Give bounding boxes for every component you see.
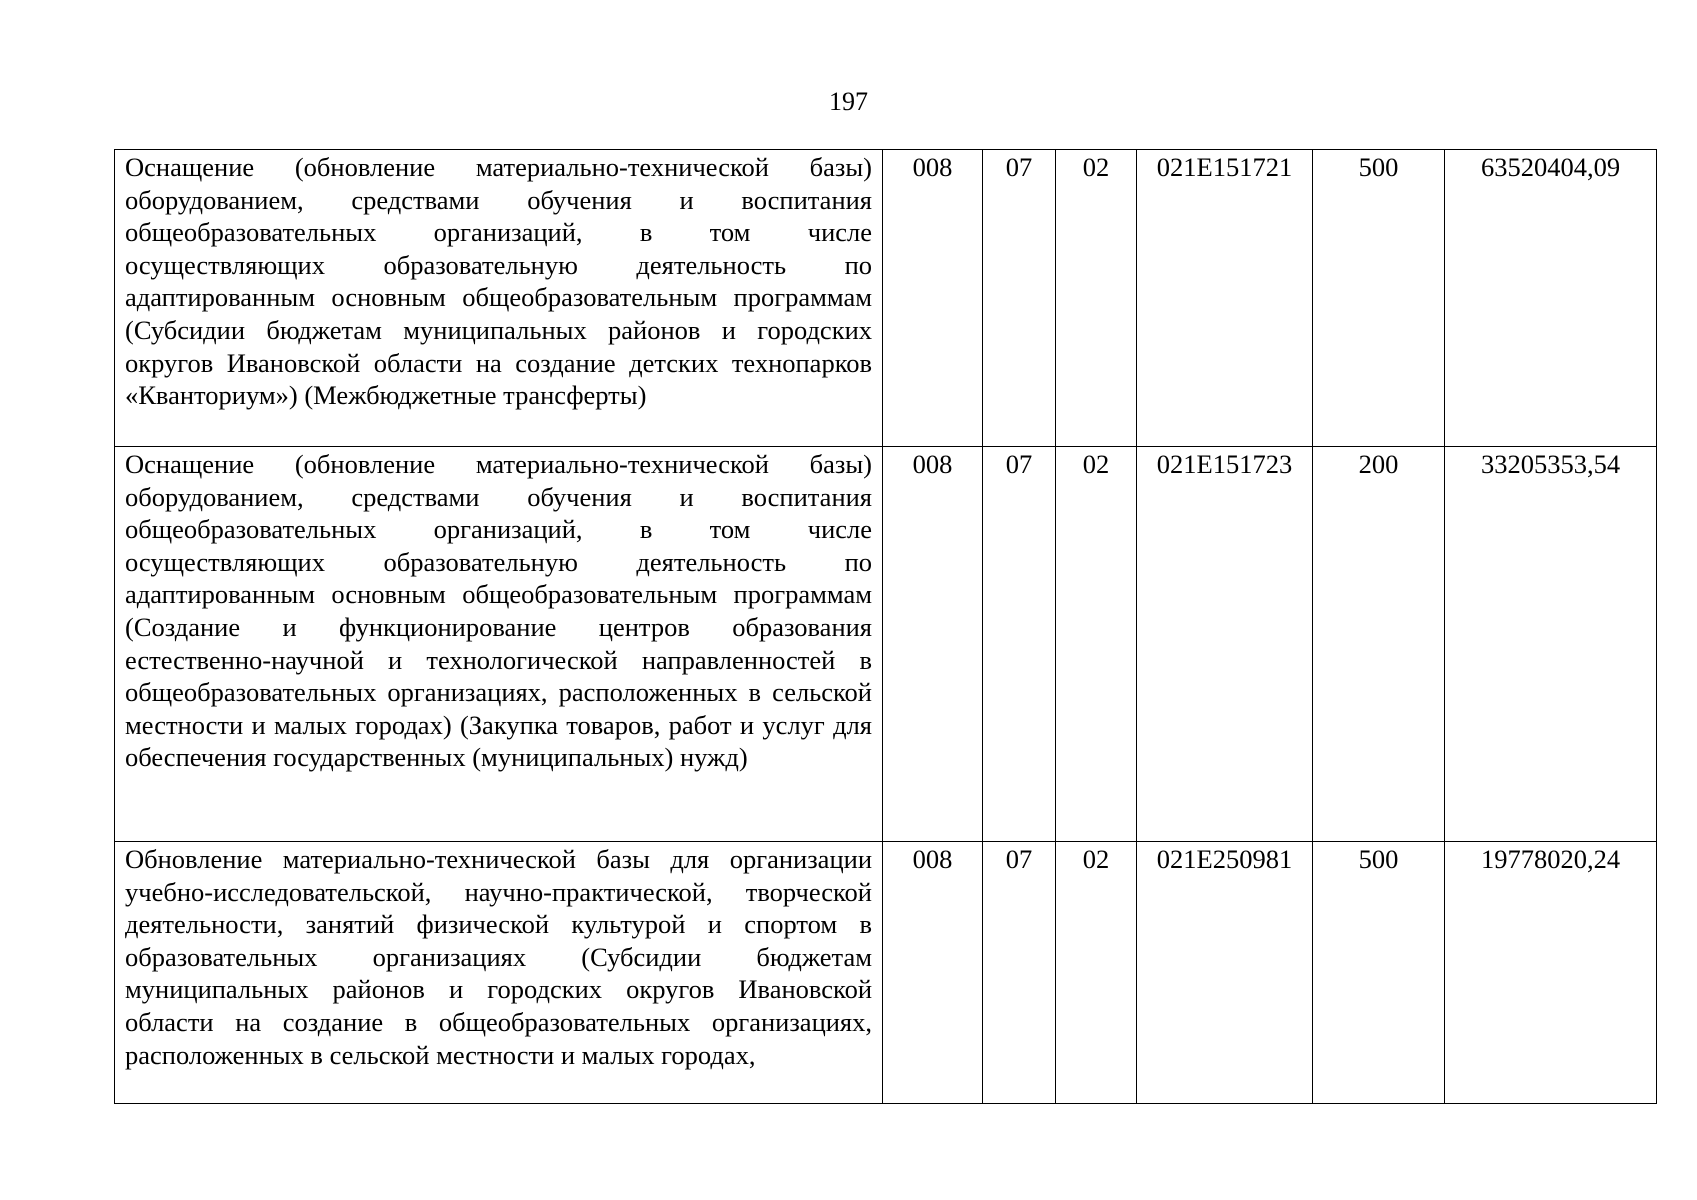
target-article-code: 021Е151723 — [1137, 447, 1313, 842]
ministry-code: 008 — [883, 150, 983, 447]
ministry-code: 008 — [883, 842, 983, 1104]
section-code: 07 — [983, 150, 1056, 447]
page-number: 197 — [829, 87, 868, 116]
target-article-code: 021Е250981 — [1137, 842, 1313, 1104]
target-article-code: 021Е151721 — [1137, 150, 1313, 447]
amount: 19778020,24 — [1445, 842, 1657, 1104]
amount: 33205353,54 — [1445, 447, 1657, 842]
amount: 63520404,09 — [1445, 150, 1657, 447]
subsection-code: 02 — [1056, 447, 1137, 842]
row-description: Оснащение (обновление материально-технической базы) оборудованием, средствами обучения и воспитания общеобразовательных организаций, в том числе осуществляющих образовательную деятельность по адаптированным основным общеобразовательным программам (Субсидии бюджетам муниципальных районов и городских округов Ивановской области на создание детских технопарков «Кванториум») (Межбюджетные трансферты) — [115, 150, 883, 447]
section-code: 07 — [983, 447, 1056, 842]
section-code: 07 — [983, 842, 1056, 1104]
table-row — [115, 150, 1657, 447]
expense-type-code: 200 — [1313, 447, 1445, 842]
table-row — [115, 447, 1657, 842]
subsection-code: 02 — [1056, 150, 1137, 447]
table-row — [115, 842, 1657, 1104]
row-description: Оснащение (обновление материально-технической базы) оборудованием, средствами обучения и воспитания общеобразовательных организаций, в том числе осуществляющих образовательную деятельность по адаптированным основным общеобразовательным программам (Создание и функционирование центров образования естественно-научной и технологической направленностей в общеобразовательных организациях, расположенных в сельской местности и малых городах) (Закупка товаров, работ и услуг для обеспечения государственных (муниципальных) нужд) — [115, 447, 883, 842]
ministry-code: 008 — [883, 447, 983, 842]
row-description: Обновление материально-технической базы для организации учебно-исследовательской, научно-практической, творческой деятельности, занятий физической культурой и спортом в образовательных организациях (Субсидии бюджетам муниципальных районов и городских округов Ивановской области на создание в общеобразовательных организациях, расположенных в сельской местности и малых городах, — [115, 842, 883, 1104]
expense-type-code: 500 — [1313, 150, 1445, 447]
budget-table — [114, 149, 1657, 1104]
subsection-code: 02 — [1056, 842, 1137, 1104]
expense-type-code: 500 — [1313, 842, 1445, 1104]
